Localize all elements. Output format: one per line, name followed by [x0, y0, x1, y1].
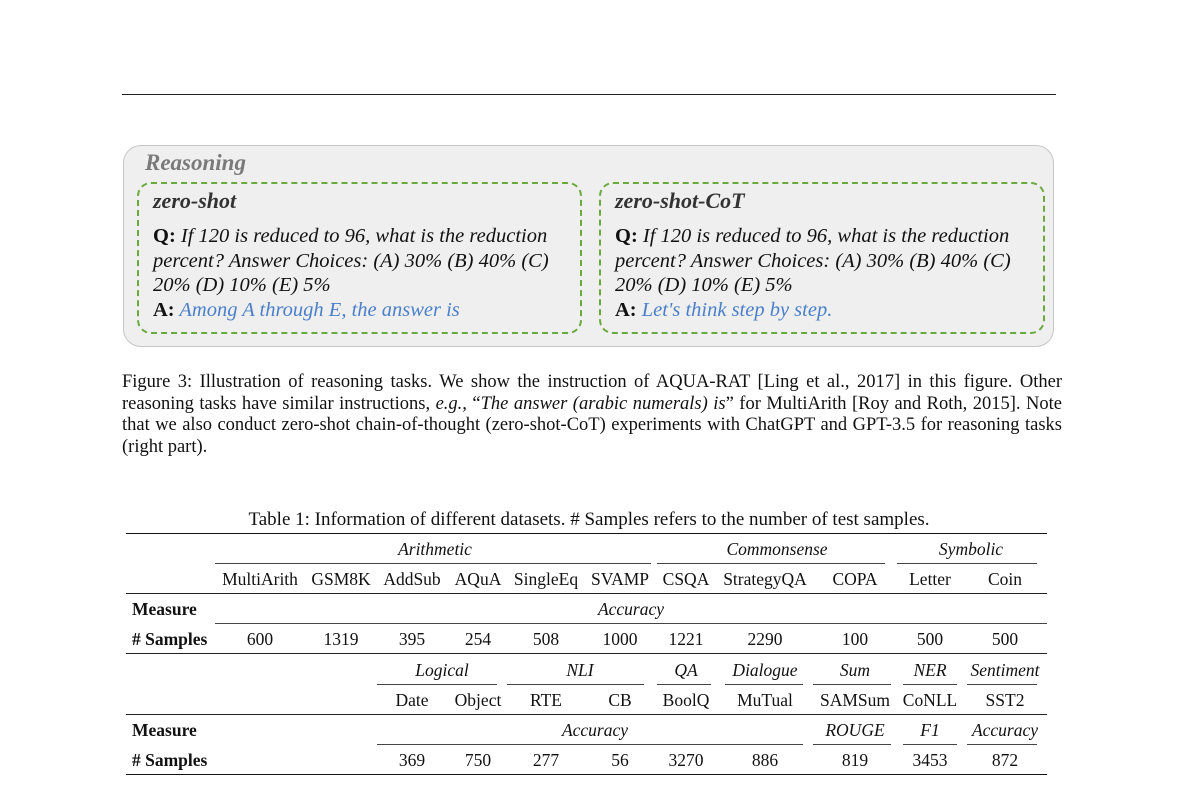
table-rule: [126, 774, 1047, 775]
measure-cell: Accuracy: [597, 599, 665, 619]
samples-cell: 277: [532, 750, 560, 770]
dataset-header: GSM8K: [311, 569, 371, 589]
figure-caption: [122, 372, 1062, 459]
samples-cell: 100: [841, 629, 869, 649]
group-rule-logical: [377, 684, 497, 685]
zero-shot-panel-title: zero-shot: [153, 188, 237, 213]
measure-rule-f1: [903, 744, 957, 745]
group-rule-sentiment: [967, 684, 1037, 685]
samples-cell: 886: [751, 750, 779, 770]
figure-reasoning-box: [123, 145, 1054, 347]
question-label: Q:: [153, 225, 176, 247]
measure-rule-accuracy: [377, 744, 803, 745]
question-text: If 120 is reduced to 96, what is the reduction percent? Answer Choices: (A) 30% (B) 40% (C) 20% (D) 10% (E) 5%: [153, 225, 549, 296]
dataset-header: BoolQ: [662, 690, 710, 710]
answer-prompt: Among A through E, the answer is: [174, 298, 460, 321]
group-header: Dialogue: [732, 660, 798, 680]
dataset-header: SingleEq: [513, 569, 579, 589]
group-rule-arithmetic: [215, 563, 651, 564]
samples-cell: 508: [532, 629, 560, 649]
group-rule-commonsense: [657, 563, 885, 564]
zero-shot-panel: [137, 182, 582, 334]
table-rule: [126, 653, 1047, 654]
group-rule-qa: [657, 684, 711, 685]
zero-shot-cot-panel: [599, 182, 1045, 334]
dataset-header: SAMSum: [819, 690, 891, 710]
dataset-header: StrategyQA: [723, 569, 807, 589]
dataset-header: RTE: [529, 690, 563, 710]
dataset-header: SVAMP: [590, 569, 650, 589]
dataset-header: COPA: [832, 569, 878, 589]
row-label-samples: # Samples: [132, 629, 208, 649]
table-rule: [126, 533, 1047, 534]
measure-cell: Accuracy: [971, 720, 1039, 740]
zero-shot-cot-panel-body: [615, 224, 1035, 322]
measure-cell: F1: [920, 720, 940, 740]
page-header-rule: [122, 94, 1056, 95]
samples-cell: 500: [916, 629, 944, 649]
samples-cell: 254: [464, 629, 492, 649]
group-header: Sentiment: [970, 660, 1040, 680]
group-rule-dialogue: [725, 684, 803, 685]
dataset-header: AQuA: [454, 569, 502, 589]
measure-rule-rouge: [813, 744, 891, 745]
dataset-header: Object: [454, 690, 502, 710]
samples-cell: 3453: [912, 750, 948, 770]
zero-shot-cot-panel-title: zero-shot-CoT: [615, 188, 745, 213]
group-rule-nli: [507, 684, 644, 685]
samples-cell: 1319: [323, 629, 359, 649]
group-header: QA: [674, 660, 698, 680]
answer-prompt: Let's think step by step.: [636, 298, 833, 321]
row-label-measure: Measure: [132, 720, 197, 740]
dataset-header: MuTual: [737, 690, 793, 710]
group-header: NLI: [566, 660, 594, 680]
caption-text: “: [466, 393, 481, 414]
table-caption: Table 1: Information of different datasets. # Samples refers to the number of test samples.: [248, 509, 930, 530]
group-rule-symbolic: [897, 563, 1037, 564]
dataset-header: CB: [608, 690, 632, 710]
group-rule-ner: [903, 684, 957, 685]
measure-rule-accuracy: [967, 744, 1037, 745]
samples-cell: 872: [991, 750, 1019, 770]
zero-shot-panel-body: [153, 224, 573, 322]
group-header: Logical: [415, 660, 469, 680]
samples-cell: 750: [464, 750, 492, 770]
measure-cell: Accuracy: [561, 720, 629, 740]
table-rule: [126, 593, 1047, 594]
caption-eg: e.g.,: [435, 393, 467, 414]
table-rule: [126, 714, 1047, 715]
dataset-header: CSQA: [662, 569, 710, 589]
group-header: Sum: [839, 660, 871, 680]
samples-cell: 819: [841, 750, 869, 770]
samples-cell: 395: [398, 629, 426, 649]
samples-cell: 500: [991, 629, 1019, 649]
samples-cell: 56: [611, 750, 629, 770]
group-rule-sum: [813, 684, 891, 685]
dataset-header: Coin: [987, 569, 1023, 589]
dataset-header: CoNLL: [902, 690, 958, 710]
group-header: Symbolic: [938, 539, 1004, 559]
samples-cell: 3270: [668, 750, 704, 770]
dataset-header: MultiArith: [222, 569, 298, 589]
dataset-header: SST2: [985, 690, 1025, 710]
samples-cell: 600: [246, 629, 274, 649]
group-header: Commonsense: [726, 539, 828, 559]
table-rule: [215, 623, 1047, 624]
samples-cell: 1221: [668, 629, 704, 649]
question-text: If 120 is reduced to 96, what is the reduction percent? Answer Choices: (A) 30% (B) 40% (C) 20% (D) 10% (E) 5%: [615, 225, 1011, 296]
dataset-header: Letter: [909, 569, 951, 589]
samples-cell: 1000: [602, 629, 638, 649]
samples-cell: 369: [398, 750, 426, 770]
samples-cell: 2290: [747, 629, 783, 649]
figure-title: Reasoning: [145, 150, 246, 175]
question-label: Q:: [615, 225, 638, 247]
dataset-header: AddSub: [383, 569, 441, 589]
dataset-header: Date: [395, 690, 429, 710]
caption-quote: The answer (arabic numerals) is: [480, 393, 726, 414]
answer-label: A:: [615, 298, 637, 321]
measure-cell: ROUGE: [825, 720, 885, 740]
group-header: Arithmetic: [398, 539, 472, 559]
group-header: NER: [913, 660, 947, 680]
caption-text: ” for MultiArith [Roy and Roth, 2015]. Note that we also conduct zero-shot chain-of-thought (zero-shot-CoT) experiments with ChatGPT and GPT-3.5 for reasoning tasks (right part).: [122, 393, 1062, 458]
row-label-samples: # Samples: [132, 750, 208, 770]
row-label-measure: Measure: [132, 599, 197, 619]
caption-text: Figure 3: Illustration of reasoning tasks. We show the instruction of AQUA-RAT [Ling et al., 2017] in this figure. Other reasoning tasks have similar instructions,: [122, 372, 1062, 414]
answer-label: A:: [153, 298, 175, 321]
